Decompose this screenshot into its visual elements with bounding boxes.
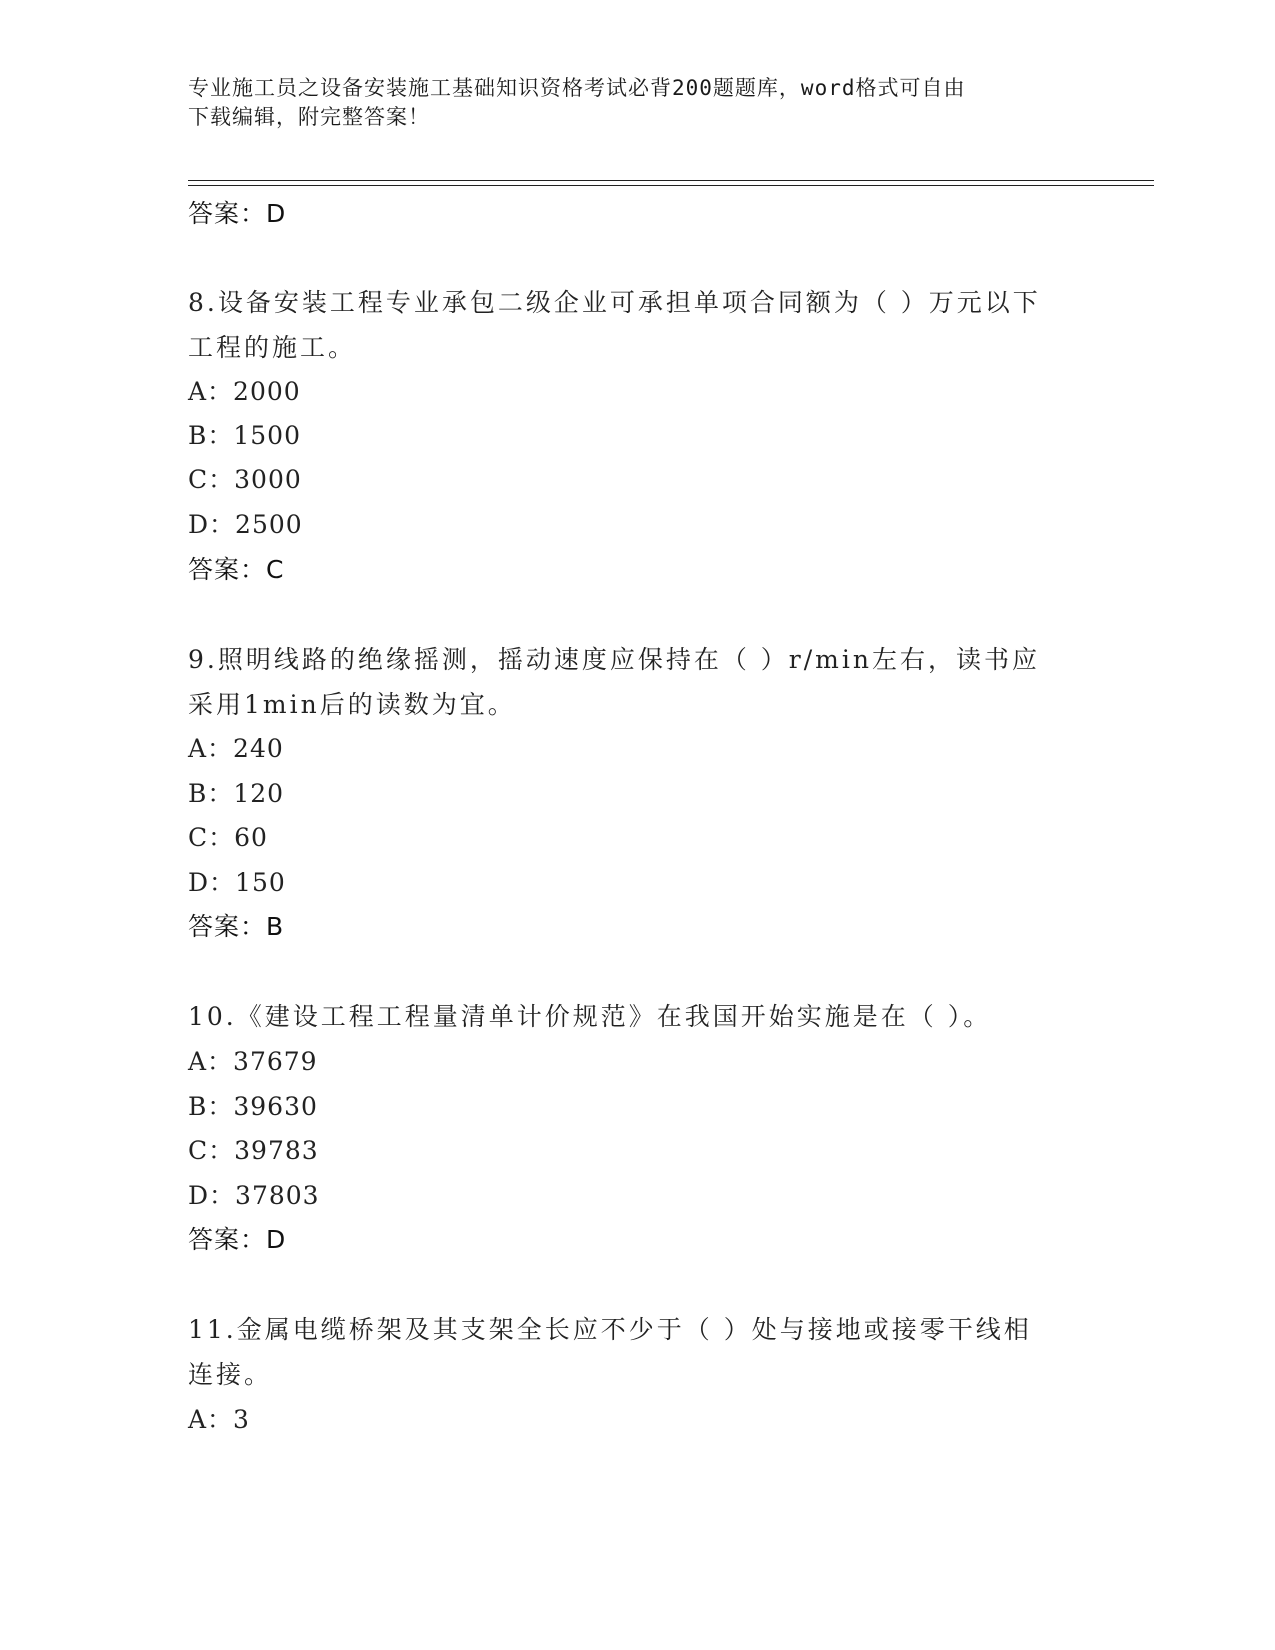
question-10-option-b: B：39630	[188, 1092, 318, 1121]
question-8-option-d: D：2500	[188, 510, 303, 539]
question-8-option-b: B：1500	[188, 421, 301, 450]
question-8-option-a: A：2000	[188, 377, 301, 406]
question-10-option-a: A：37679	[188, 1047, 318, 1076]
question-9-stem-line-1: 9.照明线路的绝缘摇测，摇动速度应保持在（ ）r/min左右，读书应	[188, 645, 1040, 674]
header-divider-bottom	[188, 185, 1154, 186]
question-8-option-c: C：3000	[188, 465, 302, 494]
question-10-option-c: C：39783	[188, 1136, 319, 1165]
header-divider-top	[188, 180, 1154, 181]
header-line-1: 专业施工员之设备安装施工基础知识资格考试必背200题题库，word格式可自由	[188, 76, 966, 100]
question-9-option-d: D：150	[188, 868, 286, 897]
question-9-option-c: C：60	[188, 823, 268, 852]
question-11-stem-line-2: 连接。	[188, 1360, 273, 1389]
document-header	[188, 74, 1088, 132]
answer-q9: 答案：B	[188, 912, 285, 941]
answer-q10: 答案：D	[188, 1225, 287, 1254]
question-8-stem-line-1: 8.设备安装工程专业承包二级企业可承担单项合同额为（ ）万元以下	[188, 288, 1041, 317]
question-9-option-a: A：240	[188, 734, 284, 763]
question-10-option-d: D：37803	[188, 1181, 320, 1210]
question-10-stem-line-1: 10.《建设工程工程量清单计价规范》在我国开始实施是在（ ）。	[188, 1002, 992, 1031]
question-11-option-a: A：3	[188, 1405, 250, 1434]
answer-q8: 答案：C	[188, 555, 285, 584]
question-9-stem-line-2: 采用1min后的读数为宜。	[188, 690, 516, 719]
header-line-2: 下载编辑，附完整答案！	[188, 105, 430, 129]
question-11-stem-line-1: 11.金属电缆桥架及其支架全长应不少于（ ）处与接地或接零干线相	[188, 1315, 1032, 1344]
answer-q7: 答案：D	[188, 199, 287, 228]
question-9-option-b: B：120	[188, 779, 285, 808]
question-8-stem-line-2: 工程的施工。	[188, 333, 357, 362]
